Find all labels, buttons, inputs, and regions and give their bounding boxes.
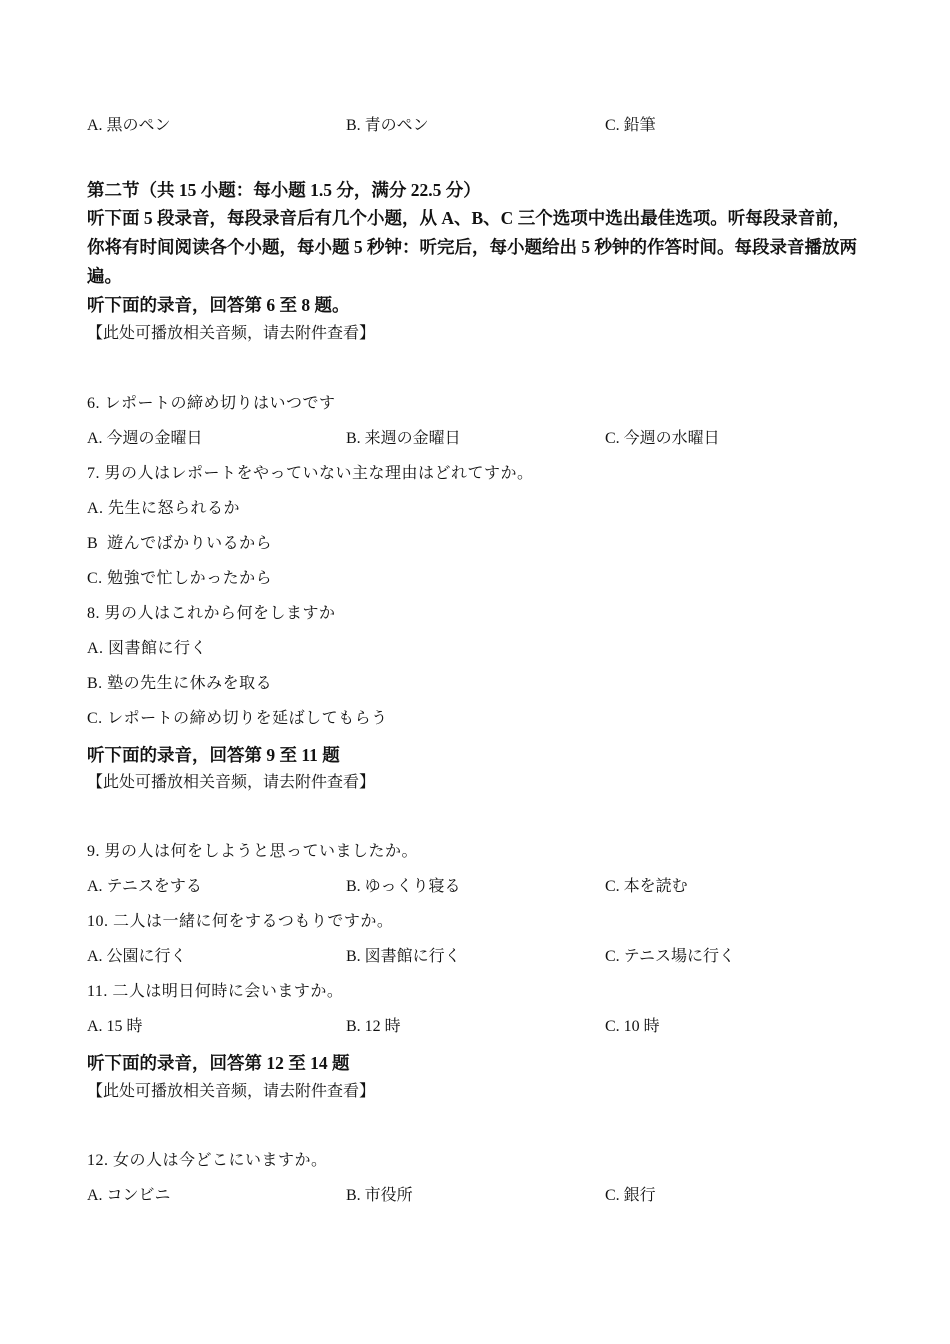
q9-option-a: A. テニスをする <box>87 878 202 895</box>
q10-option-a: A. 公園に行く <box>87 948 187 965</box>
q11-option-c: C. 10 時 <box>605 1018 660 1035</box>
group3-audio-note[interactable]: 【此处可播放相关音频，请去附件查看】 <box>87 1083 376 1100</box>
group2-heading: 听下面的录音，回答第 9 至 11 题 <box>87 745 340 765</box>
q11-option-a: A. 15 時 <box>87 1018 143 1035</box>
q10-option-c: C. テニス場に行く <box>605 948 736 965</box>
q10-question: 10. 二人は一緒に何をするつもりですか。 <box>87 913 394 930</box>
q5-option-a: A. 黒のペン <box>87 117 171 134</box>
q6-option-a: A. 今週の金曜日 <box>87 430 203 447</box>
group1-heading: 听下面的录音，回答第 6 至 8 题。 <box>87 295 350 315</box>
group1-audio-note[interactable]: 【此处可播放相关音频，请去附件查看】 <box>87 325 376 342</box>
q10-option-b: B. 図書館に行く <box>346 948 461 965</box>
q7-option-c: C. 勉強で忙しかったから <box>87 570 273 587</box>
group3-heading: 听下面的录音，回答第 12 至 14 题 <box>87 1053 350 1073</box>
q7-option-a: A. 先生に怒られるか <box>87 500 241 517</box>
q8-option-b: B. 塾の先生に休みを取る <box>87 675 273 692</box>
section-heading: 第二节（共 15 小题：每小题 1.5 分，满分 22.5 分） <box>87 180 481 200</box>
q12-question: 12. 女の人は今どこにいますか。 <box>87 1152 328 1169</box>
q12-option-c: C. 銀行 <box>605 1187 656 1204</box>
q6-question: 6. レポートの締め切りはいつです <box>87 395 336 412</box>
q5-option-b: B. 青のペン <box>346 117 429 134</box>
group2-audio-note[interactable]: 【此处可播放相关音频，请去附件查看】 <box>87 774 376 791</box>
q8-option-a: A. 図書館に行く <box>87 640 208 657</box>
q6-option-c: C. 今週の水曜日 <box>605 430 720 447</box>
q7-question: 7. 男の人はレポートをやっていない主な理由はどれてすか。 <box>87 465 534 482</box>
q12-option-b: B. 市役所 <box>346 1187 413 1204</box>
q11-question: 11. 二人は明日何時に会いますか。 <box>87 983 344 1000</box>
q9-question: 9. 男の人は何をしようと思っていましたか。 <box>87 843 419 860</box>
q5-option-c: C. 鉛筆 <box>605 117 656 134</box>
q11-option-b: B. 12 時 <box>346 1018 401 1035</box>
q9-option-c: C. 本を読む <box>605 878 688 895</box>
q12-option-a: A. コンビニ <box>87 1187 171 1204</box>
q7-option-b: B 遊んでばかりいるから <box>87 535 273 552</box>
q6-option-b: B. 来週の金曜日 <box>346 430 461 447</box>
q8-option-c: C. レポートの締め切りを延ばしてもらう <box>87 710 388 727</box>
section-instructions: 听下面 5 段录音，每段录音后有几个小题，从 A、B、C 三个选项中选出最佳选项。听每段录音前，你将有时间阅读各个小题，每小题 5 秒钟：听完后，每小题给出 5 秒钟的作答时间。每段录音播放两遍。 <box>87 208 857 286</box>
q8-question: 8. 男の人はこれから何をしますか <box>87 605 336 622</box>
q9-option-b: B. ゆっくり寝る <box>346 878 461 895</box>
